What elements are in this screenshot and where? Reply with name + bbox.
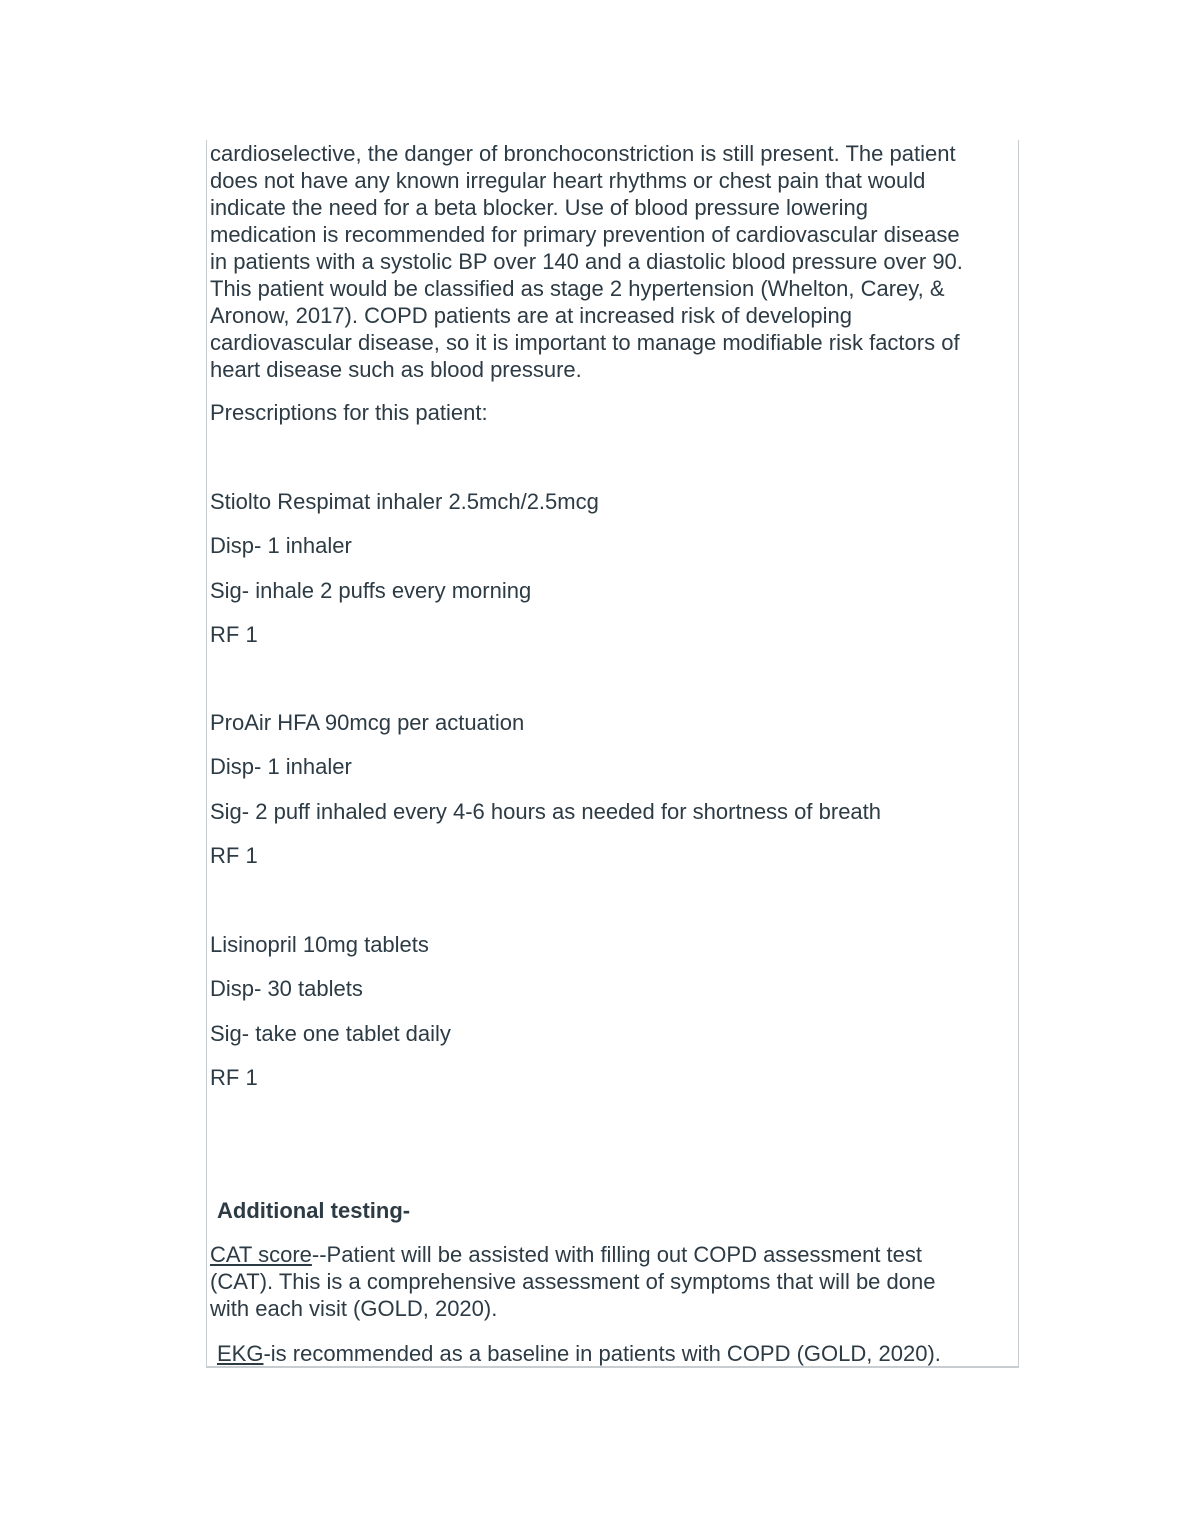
cat-line-2: (CAT). This is a comprehensive assessment of symptoms that will be done [210, 1269, 936, 1294]
cat-line-3: with each visit (GOLD, 2020). [210, 1296, 498, 1321]
cat-line-1 [210, 1241, 922, 1268]
cat-score-link[interactable]: CAT score [210, 1242, 312, 1267]
paragraph-line: cardiovascular disease, so it is important to manage modifiable risk factors of [210, 330, 960, 355]
paragraph-line: This patient would be classified as stage 2 hypertension (Whelton, Carey, & [210, 276, 945, 301]
prescription-disp: Disp- 1 inhaler [210, 533, 352, 559]
prescription-drug: ProAir HFA 90mcg per actuation [210, 710, 525, 735]
prescription-rf: RF 1 [210, 621, 258, 647]
paragraph-line: does not have any known irregular heart rhythms or chest pain that would [210, 168, 926, 193]
paragraph-line: indicate the need for a beta blocker. Use of blood pressure lowering [210, 195, 868, 220]
additional-testing-heading: Additional testing- [217, 1198, 411, 1223]
prescription-rf: RF 1 [210, 842, 258, 868]
ekg-link[interactable]: EKG [217, 1341, 264, 1366]
paragraph-line: heart disease such as blood pressure. [210, 357, 582, 382]
prescription-disp: Disp- 30 tablets [210, 976, 363, 1002]
paragraph-line: in patients with a systolic BP over 140 and a diastolic blood pressure over 90. [210, 249, 963, 274]
prescription-disp: Disp- 1 inhaler [210, 754, 352, 780]
prescription-rf: RF 1 [210, 1064, 258, 1090]
ekg-text: -is recommended as a baseline in patients with COPD (GOLD, 2020). [263, 1341, 941, 1366]
paragraph-line: medication is recommended for primary prevention of cardiovascular disease [210, 222, 960, 247]
prescription-sig: Sig- inhale 2 puffs every morning [210, 577, 532, 603]
paragraph-line: Aronow, 2017). COPD patients are at increased risk of developing [210, 303, 853, 328]
cat-text: --Patient will be assisted with filling out COPD assessment test [311, 1242, 923, 1267]
prescriptions-heading: Prescriptions for this patient: [210, 400, 488, 425]
prescription-sig: Sig- take one tablet daily [210, 1020, 451, 1046]
paragraph-line: cardioselective, the danger of bronchoconstriction is still present. The patient [210, 141, 956, 166]
prescription-drug: Stiolto Respimat inhaler 2.5mch/2.5mcg [210, 489, 599, 514]
ekg-line [217, 1340, 941, 1367]
prescription-drug: Lisinopril 10mg tablets [210, 932, 429, 957]
prescription-sig: Sig- 2 puff inhaled every 4-6 hours as needed for shortness of breath [210, 798, 882, 824]
